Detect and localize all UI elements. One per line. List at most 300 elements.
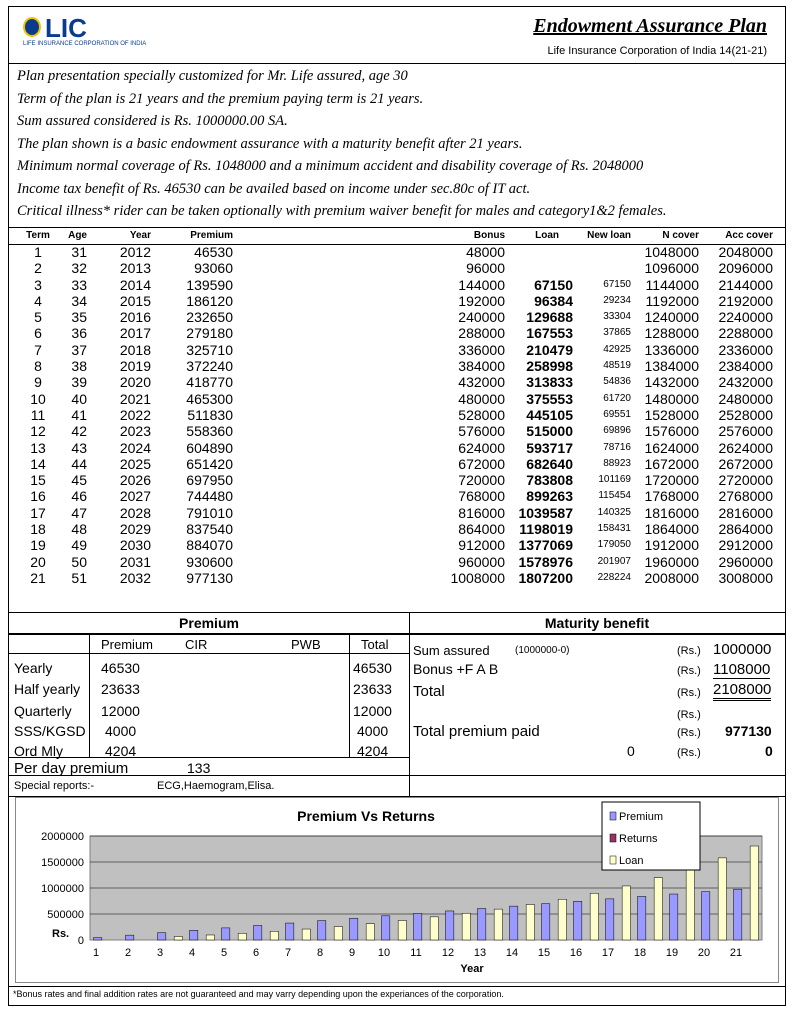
cell-age: 41 (71, 406, 87, 423)
plan-title: Endowment Assurance Plan (533, 15, 767, 37)
cell-n-cover: 1480000 (644, 390, 699, 407)
cell-premium: 279180 (186, 325, 233, 342)
footnote: *Bonus rates and final addition rates are not guaranteed and may varry depending upon the experiances of the corporation. (13, 989, 504, 999)
cell-n-cover: 1096000 (644, 260, 699, 277)
logo-text: LIC (45, 13, 87, 43)
cell-n-cover: 1192000 (645, 292, 699, 309)
bar-premium (286, 923, 294, 940)
premium-row-value: 4000 (105, 723, 137, 739)
bar-premium (222, 928, 230, 940)
cell-acc-cover: 2192000 (718, 292, 773, 309)
cell-acc-cover: 2576000 (718, 423, 773, 440)
cell-year: 2025 (119, 455, 151, 472)
cell-acc-cover: 2048000 (718, 244, 773, 260)
cell-year: 2024 (119, 439, 151, 456)
premium-row-value: 23633 (101, 681, 140, 697)
premium-row-label: Half yearly (14, 681, 81, 697)
premium-col-cir: CIR (185, 637, 208, 652)
bar-loan (174, 937, 182, 940)
y-tick-label: 1500000 (41, 857, 84, 869)
cell-acc-cover: 2144000 (718, 276, 773, 293)
legend-label: Loan (619, 855, 644, 867)
cell-acc-cover: 2912000 (718, 537, 773, 554)
cell-n-cover: 1384000 (644, 358, 699, 375)
total-value: 2108000 (713, 681, 771, 701)
cell-year: 2017 (119, 325, 151, 342)
cell-age: 40 (71, 390, 87, 407)
description-line: Minimum normal coverage of Rs. 1048000 and a minimum accident and disability coverage of Rs. 2048000 (17, 158, 644, 174)
sum-assured-label: Sum assured (413, 643, 490, 658)
premium-vs-returns-chart (15, 797, 779, 983)
cell-term: 1 (34, 244, 42, 260)
bar-loan (558, 899, 566, 940)
cell-acc-cover: 2624000 (718, 439, 773, 456)
cell-term: 15 (30, 472, 46, 489)
cell-age: 42 (71, 423, 87, 440)
chart-legend (602, 802, 700, 870)
table-row (9, 521, 785, 537)
cell-premium: 744480 (186, 488, 233, 505)
header-bonus: Bonus (473, 230, 505, 241)
table-row (9, 342, 785, 358)
cell-year: 2021 (119, 390, 151, 407)
bar-loan (302, 929, 310, 940)
cell-term: 7 (34, 341, 42, 358)
cell-age: 35 (71, 309, 87, 326)
cell-loan: 129688 (526, 309, 573, 326)
x-tick-label: 2 (124, 947, 132, 959)
cell-loan: 783808 (526, 472, 573, 489)
cell-age: 36 (71, 325, 87, 342)
description-line: Critical illness* rider can be taken optionally with premium waiver benefit for males and category1&2 females. (17, 203, 667, 219)
cell-bonus: 1008000 (450, 569, 505, 586)
bar-loan (206, 935, 214, 940)
cell-loan: 515000 (526, 423, 573, 440)
cell-age: 33 (71, 276, 87, 293)
bar-premium (446, 911, 454, 940)
per-day-value: 133 (187, 760, 211, 776)
cell-new-loan: 33304 (603, 311, 631, 323)
cell-new-loan: 29234 (603, 294, 631, 306)
divider (409, 613, 410, 798)
table-row (9, 456, 785, 472)
total-premium-paid-value: 977130 (725, 723, 772, 739)
x-tick-label: 20 (697, 947, 711, 959)
per-day-label: Per day premium (14, 760, 129, 777)
bar-premium (126, 935, 134, 940)
cell-acc-cover: 2240000 (718, 309, 773, 326)
table-row (9, 472, 785, 488)
premium-row-label: Quarterly (14, 703, 72, 719)
bar-premium (190, 930, 198, 940)
cell-n-cover: 1576000 (644, 423, 699, 440)
cell-n-cover: 1336000 (644, 341, 699, 358)
table-row (9, 325, 785, 341)
legend-label: Premium (619, 811, 664, 823)
cell-acc-cover: 2384000 (718, 358, 773, 375)
cell-premium: 465300 (186, 390, 233, 407)
legend-label: Returns (619, 833, 658, 845)
cell-loan: 1578976 (518, 553, 573, 570)
table-row (9, 407, 785, 423)
divider (409, 776, 410, 796)
cell-term: 21 (30, 569, 46, 586)
cell-year: 2032 (119, 569, 151, 586)
cell-n-cover: 1624000 (644, 439, 699, 456)
cell-age: 51 (71, 569, 87, 586)
premium-row-label: Ord Mly (14, 743, 63, 759)
cell-age: 37 (71, 341, 87, 358)
cell-bonus: 624000 (458, 439, 505, 456)
premium-row-total: 46530 (353, 660, 392, 676)
cell-premium: 977130 (186, 569, 233, 586)
bar-loan (654, 878, 662, 940)
bar-premium (478, 909, 486, 940)
plan-description (17, 65, 777, 223)
cell-year: 2019 (119, 358, 151, 375)
cell-term: 4 (34, 292, 42, 309)
cell-acc-cover: 2768000 (718, 488, 773, 505)
cell-age: 48 (71, 521, 87, 538)
cell-term: 6 (34, 325, 42, 342)
cell-term: 11 (30, 406, 46, 423)
cell-age: 31 (71, 244, 87, 260)
cell-year: 2015 (119, 292, 151, 309)
header-premium: Premium (190, 230, 233, 241)
cell-new-loan: 37865 (603, 327, 631, 339)
cell-n-cover: 1960000 (644, 553, 699, 570)
cell-year: 2027 (119, 488, 151, 505)
cell-loan: 1377069 (518, 537, 573, 554)
premium-row-value: 12000 (101, 703, 140, 719)
premium-row-total: 4000 (357, 723, 389, 739)
cell-bonus: 672000 (458, 455, 505, 472)
cell-age: 49 (71, 537, 87, 554)
bar-premium (638, 896, 646, 940)
header-n-cover: N cover (662, 230, 699, 241)
cell-n-cover: 1816000 (644, 504, 699, 521)
cell-age: 45 (71, 472, 87, 489)
cell-n-cover: 1768000 (644, 488, 699, 505)
bar-premium (318, 921, 326, 940)
cell-year: 2029 (119, 521, 151, 538)
bar-loan (590, 893, 598, 940)
cell-premium: 93060 (194, 260, 233, 277)
cell-n-cover: 1144000 (645, 276, 699, 293)
logo-subtext: LIFE INSURANCE CORPORATION OF INDIA (23, 41, 147, 47)
cell-premium: 418770 (186, 374, 233, 391)
x-tick-label: 16 (569, 947, 583, 959)
cell-year: 2030 (119, 537, 151, 554)
cell-loan: 96384 (534, 292, 573, 309)
cell-term: 9 (34, 374, 42, 391)
cell-acc-cover: 2816000 (718, 504, 773, 521)
cell-n-cover: 1912000 (644, 537, 699, 554)
x-tick-label: 18 (633, 947, 647, 959)
rupee-label: (Rs.) (677, 709, 701, 721)
cell-bonus: 576000 (458, 423, 505, 440)
x-tick-label: 1 (92, 947, 100, 959)
bar-loan (718, 858, 726, 940)
cell-bonus: 192000 (458, 292, 505, 309)
x-tick-label: 11 (410, 947, 422, 959)
bar-loan (526, 905, 534, 940)
summary-section (9, 612, 785, 798)
cell-premium: 837540 (186, 521, 233, 538)
legend-swatch (610, 856, 616, 864)
premium-col-premium: Premium (101, 637, 154, 652)
y-tick-label: 2000000 (41, 831, 84, 843)
cell-term: 17 (30, 504, 46, 521)
table-row (9, 423, 785, 439)
cell-term: 3 (34, 276, 42, 293)
premium-row-label: SSS/KGSD (14, 723, 86, 739)
cell-term: 18 (30, 521, 46, 538)
cell-bonus: 96000 (466, 260, 505, 277)
cell-year: 2014 (119, 276, 151, 293)
cell-premium: 186120 (186, 292, 233, 309)
rupee-label: (Rs.) (677, 727, 701, 739)
cell-age: 43 (71, 439, 87, 456)
header-new-loan: New loan (587, 230, 631, 241)
premium-row-total: 12000 (353, 703, 392, 719)
bar-loan (398, 920, 406, 940)
cell-premium: 372240 (186, 358, 233, 375)
cell-premium: 46530 (194, 244, 233, 260)
cell-new-loan: 78716 (603, 441, 631, 453)
table-row (9, 293, 785, 309)
divider (9, 653, 409, 654)
cell-new-loan: 69551 (603, 408, 631, 420)
x-tick-label: 10 (377, 947, 391, 959)
cell-premium: 604890 (186, 439, 233, 456)
cell-new-loan: 179050 (597, 539, 631, 551)
x-tick-label: 7 (284, 947, 292, 959)
bar-loan (270, 931, 278, 940)
premium-col-pwb: PWB (291, 637, 321, 652)
cell-age: 32 (71, 260, 87, 277)
table-row (9, 488, 785, 504)
legend-swatch (610, 812, 616, 820)
table-row (9, 505, 785, 521)
cell-premium: 884070 (186, 537, 233, 554)
cell-bonus: 336000 (458, 341, 505, 358)
x-tick-label: 6 (252, 947, 260, 959)
chart-title: Premium Vs Returns (297, 808, 435, 824)
cell-n-cover: 1288000 (644, 325, 699, 342)
special-reports-value: ECG,Haemogram,Elisa. (157, 780, 275, 792)
bar-premium (542, 904, 550, 940)
cell-loan: 258998 (526, 358, 573, 375)
special-reports-row (9, 775, 785, 797)
cell-premium: 930600 (186, 553, 233, 570)
plan-subtitle: Life Insurance Corporation of India 14(21-21) (547, 45, 767, 57)
cell-age: 44 (71, 455, 87, 472)
cell-new-loan: 158431 (597, 523, 631, 535)
cell-loan: 375553 (526, 390, 573, 407)
cell-bonus: 912000 (458, 537, 505, 554)
x-tick-label: 14 (505, 947, 519, 959)
description-line: Term of the plan is 21 years and the premium paying term is 21 years. (17, 90, 424, 107)
cell-new-loan: 42925 (603, 343, 631, 355)
cell-n-cover: 1432000 (644, 374, 699, 391)
bar-loan (238, 933, 246, 940)
header-year: Year (129, 230, 151, 241)
x-tick-label: 19 (665, 947, 679, 959)
cell-bonus: 432000 (458, 374, 505, 391)
bar-premium (670, 894, 678, 940)
bar-premium (574, 901, 582, 940)
bar-premium (382, 916, 390, 940)
cell-bonus: 288000 (458, 325, 505, 342)
cell-term: 13 (30, 439, 46, 456)
cell-acc-cover: 2960000 (718, 553, 773, 570)
table-row (9, 374, 785, 390)
cell-new-loan: 88923 (603, 457, 631, 469)
bar-premium (350, 918, 358, 940)
cell-loan: 1039587 (518, 504, 573, 521)
plan-page (8, 6, 786, 1006)
cell-loan: 167553 (526, 325, 573, 342)
cell-n-cover: 1528000 (644, 406, 699, 423)
bar-loan (462, 913, 470, 940)
bar-premium (606, 899, 614, 940)
table-row (9, 358, 785, 374)
special-reports-label: Special reports:- (14, 780, 95, 792)
description-line: Sum assured considered is Rs. 1000000.00 SA. (17, 113, 288, 129)
table-row (9, 554, 785, 570)
header-age: Age (68, 230, 87, 241)
rupee-label: (Rs.) (677, 747, 701, 759)
header-term: Term (26, 230, 50, 241)
bar-premium (510, 906, 518, 940)
bar-loan (622, 886, 630, 940)
bar-premium (158, 933, 166, 940)
premium-heading: Premium (9, 613, 409, 635)
cell-acc-cover: 2288000 (718, 325, 773, 342)
y-axis-label: Rs. (52, 928, 70, 940)
cell-bonus: 240000 (458, 309, 505, 326)
cell-new-loan: 201907 (597, 555, 631, 567)
zero-value: 0 (627, 743, 635, 759)
cell-term: 5 (34, 309, 42, 326)
cell-year: 2022 (119, 406, 151, 423)
cell-loan: 1198019 (519, 521, 573, 538)
cell-premium: 511830 (187, 406, 233, 423)
cell-term: 20 (30, 553, 46, 570)
cell-acc-cover: 3008000 (718, 569, 773, 586)
cell-new-loan: 228224 (597, 571, 631, 583)
cell-age: 39 (71, 374, 87, 391)
table-row (9, 570, 785, 586)
cell-acc-cover: 2336000 (718, 341, 773, 358)
bonus-value: 1108000 (713, 661, 771, 678)
cell-loan: 67150 (534, 276, 573, 293)
cell-term: 8 (34, 358, 42, 375)
table-row (9, 277, 785, 293)
cell-bonus: 528000 (458, 406, 505, 423)
premium-row-total: 4204 (357, 743, 389, 759)
bar-premium (254, 925, 262, 940)
rupee-label: (Rs.) (677, 687, 701, 699)
cell-year: 2012 (119, 244, 151, 260)
premium-row-label: Yearly (14, 660, 53, 676)
header-loan: Loan (535, 230, 559, 241)
premium-row-value: 46530 (101, 660, 140, 676)
x-tick-label: 12 (441, 947, 455, 959)
cell-year: 2020 (119, 374, 151, 391)
cell-year: 2016 (119, 309, 151, 326)
cell-bonus: 864000 (458, 521, 505, 538)
cell-premium: 697950 (186, 472, 233, 489)
premium-row-total: 23633 (353, 681, 392, 697)
cell-new-loan: 67150 (603, 278, 631, 290)
cell-bonus: 48000 (466, 244, 505, 260)
cell-year: 2013 (119, 260, 151, 277)
premium-col-total: Total (361, 637, 389, 652)
cell-bonus: 960000 (458, 553, 505, 570)
cell-year: 2028 (119, 504, 151, 521)
cell-term: 2 (34, 260, 42, 277)
cell-age: 34 (71, 292, 87, 309)
rupee-label: (Rs.) (677, 665, 701, 677)
cell-loan: 210479 (526, 341, 573, 358)
cell-bonus: 144000 (458, 276, 505, 293)
bar-loan (686, 868, 694, 940)
cell-new-loan: 101169 (598, 474, 631, 486)
cell-acc-cover: 2720000 (718, 472, 773, 489)
cell-premium: 139590 (186, 276, 233, 293)
maturity-heading: Maturity benefit (409, 613, 785, 635)
cell-n-cover: 1048000 (644, 244, 699, 260)
cell-age: 47 (71, 504, 87, 521)
x-tick-label: 21 (729, 947, 743, 959)
bar-loan (334, 927, 342, 940)
cell-premium: 232650 (186, 309, 233, 326)
cell-acc-cover: 2432000 (718, 374, 773, 391)
table-row (9, 244, 785, 260)
cell-year: 2018 (119, 341, 151, 358)
cell-acc-cover: 2864000 (718, 521, 773, 538)
benefit-table-header (9, 227, 785, 245)
header-acc-cover: Acc cover (725, 230, 773, 241)
table-row (9, 260, 785, 276)
cell-premium: 651420 (186, 455, 233, 472)
cell-term: 16 (30, 488, 46, 505)
cell-loan: 445105 (526, 406, 573, 423)
cell-age: 38 (71, 358, 87, 375)
description-line: Income tax benefit of Rs. 46530 can be availed based on income under sec.80c of IT act. (17, 180, 531, 197)
cell-n-cover: 1864000 (644, 521, 699, 538)
cell-year: 2026 (119, 472, 151, 489)
cell-term: 12 (30, 423, 46, 440)
table-row (9, 391, 785, 407)
cell-year: 2031 (119, 553, 151, 570)
cell-loan: 593717 (526, 439, 573, 456)
cell-term: 19 (30, 537, 46, 554)
cell-new-loan: 54836 (603, 376, 631, 388)
cell-bonus: 720000 (458, 472, 505, 489)
cell-acc-cover: 2480000 (718, 390, 773, 407)
total-premium-paid-label: Total premium paid (413, 723, 540, 740)
cell-loan: 682640 (526, 455, 573, 472)
cell-acc-cover: 2672000 (718, 455, 773, 472)
cell-acc-cover: 2096000 (718, 260, 773, 277)
description-line: The plan shown is a basic endowment assurance with a maturity benefit after 21 years. (17, 135, 523, 152)
cell-premium: 325710 (186, 341, 233, 358)
x-tick-label: 8 (316, 947, 324, 959)
sum-assured-value: 1000000 (713, 641, 772, 658)
